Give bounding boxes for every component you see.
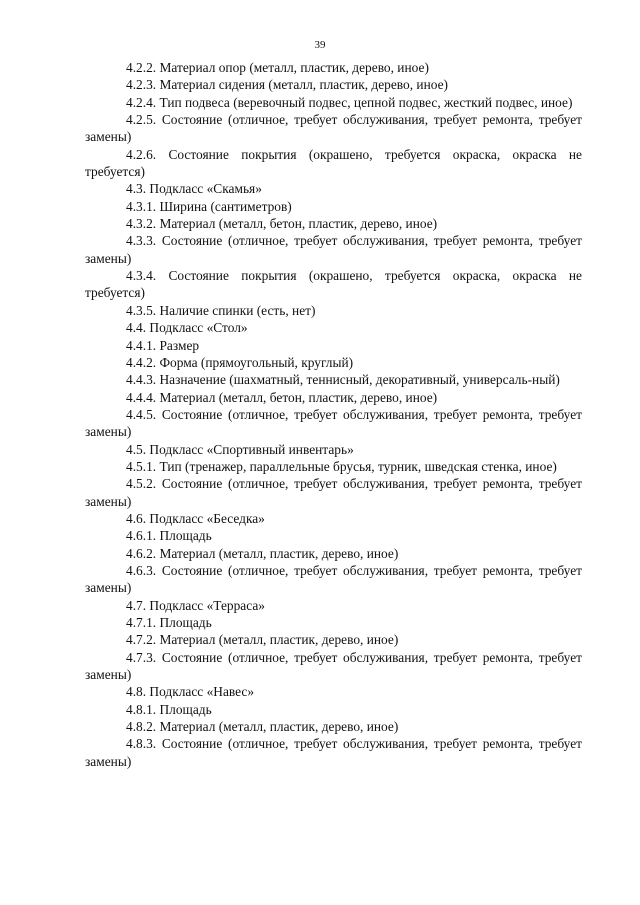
heading-4-8: 4.8. Подкласс «Навес»: [126, 684, 255, 700]
heading-4-3: 4.3. Подкласс «Скамья»: [126, 181, 262, 197]
paragraph-4-3-2: 4.3.2. Материал (металл, бетон, пластик, дерево, иное): [126, 216, 438, 232]
paragraph-4-4-1: 4.4.1. Размер: [126, 337, 200, 353]
heading-4-7: 4.7. Подкласс «Терраса»: [126, 597, 265, 613]
page-number: 39: [314, 39, 326, 51]
paragraph-4-6-1: 4.6.1. Площадь: [126, 528, 212, 544]
paragraph-4-6-2: 4.6.2. Материал (металл, пластик, дерево, иное): [126, 545, 399, 561]
paragraph-4-4-3: 4.4.3. Назначение (шахматный, теннисный, декоративный, универсаль-ный): [126, 372, 560, 388]
paragraph-4-3-4: 4.3.4. Состояние покрытия (окрашено, требуется окраска, окраска не требуется): [85, 268, 582, 301]
paragraph-4-2-5: 4.2.5. Состояние (отличное, требует обслуживания, требует ремонта, требует замены): [85, 112, 582, 145]
document-body: [85, 59, 582, 770]
heading-4-4: 4.4. Подкласс «Стол»: [126, 320, 248, 336]
paragraph-4-7-3: 4.7.3. Состояние (отличное, требует обслуживания, требует ремонта, требует замены): [85, 649, 582, 683]
paragraph-4-6-3: 4.6.3. Состояние (отличное, требует обслуживания, требует ремонта, требует замены): [85, 562, 582, 596]
heading-4-6: 4.6. Подкласс «Беседка»: [126, 510, 265, 526]
paragraph-4-5-1: 4.5.1. Тип (тренажер, параллельные брусья, турник, шведская стенка, иное): [126, 458, 557, 474]
heading-4-5: 4.5. Подкласс «Спортивный инвентарь»: [126, 441, 354, 457]
paragraph-4-2-4: 4.2.4. Тип подвеса (веревочный подвес, цепной подвес, жесткий подвес, иное): [126, 94, 573, 110]
paragraph-4-3-5: 4.3.5. Наличие спинки (есть, нет): [126, 302, 316, 318]
paragraph-4-7-2: 4.7.2. Материал (металл, пластик, дерево, иное): [126, 632, 399, 648]
paragraph-4-8-3: 4.8.3. Состояние (отличное, требует обслуживания, требует ремонта, требует замены): [85, 736, 582, 769]
paragraph-4-2-3: 4.2.3. Материал сидения (металл, пластик, дерево, иное): [126, 77, 449, 93]
paragraph-4-3-3: 4.3.3. Состояние (отличное, требует обслуживания, требует ремонта, требует замены): [85, 233, 582, 266]
paragraph-4-5-2: 4.5.2. Состояние (отличное, требует обслуживания, требует ремонта, требует замены): [85, 476, 582, 509]
paragraph-4-4-5: 4.4.5. Состояние (отличное, требует обслуживания, требует ремонта, требует замены): [85, 406, 582, 440]
paragraph-4-8-2: 4.8.2. Материал (металл, пластик, дерево, иное): [126, 719, 399, 735]
paragraph-4-4-2: 4.4.2. Форма (прямоугольный, круглый): [126, 354, 354, 370]
paragraph-4-8-1: 4.8.1. Площадь: [126, 701, 212, 717]
paragraph-4-4-4: 4.4.4. Материал (металл, бетон, пластик, дерево, иное): [126, 389, 438, 405]
paragraph-4-2-6: 4.2.6. Состояние покрытия (окрашено, требуется окраска, окраска не требуется): [85, 146, 582, 180]
paragraph-4-2-2: 4.2.2. Материал опор (металл, пластик, дерево, иное): [126, 60, 429, 75]
paragraph-4-3-1: 4.3.1. Ширина (сантиметров): [126, 198, 292, 214]
paragraph-4-7-1: 4.7.1. Площадь: [126, 615, 212, 630]
